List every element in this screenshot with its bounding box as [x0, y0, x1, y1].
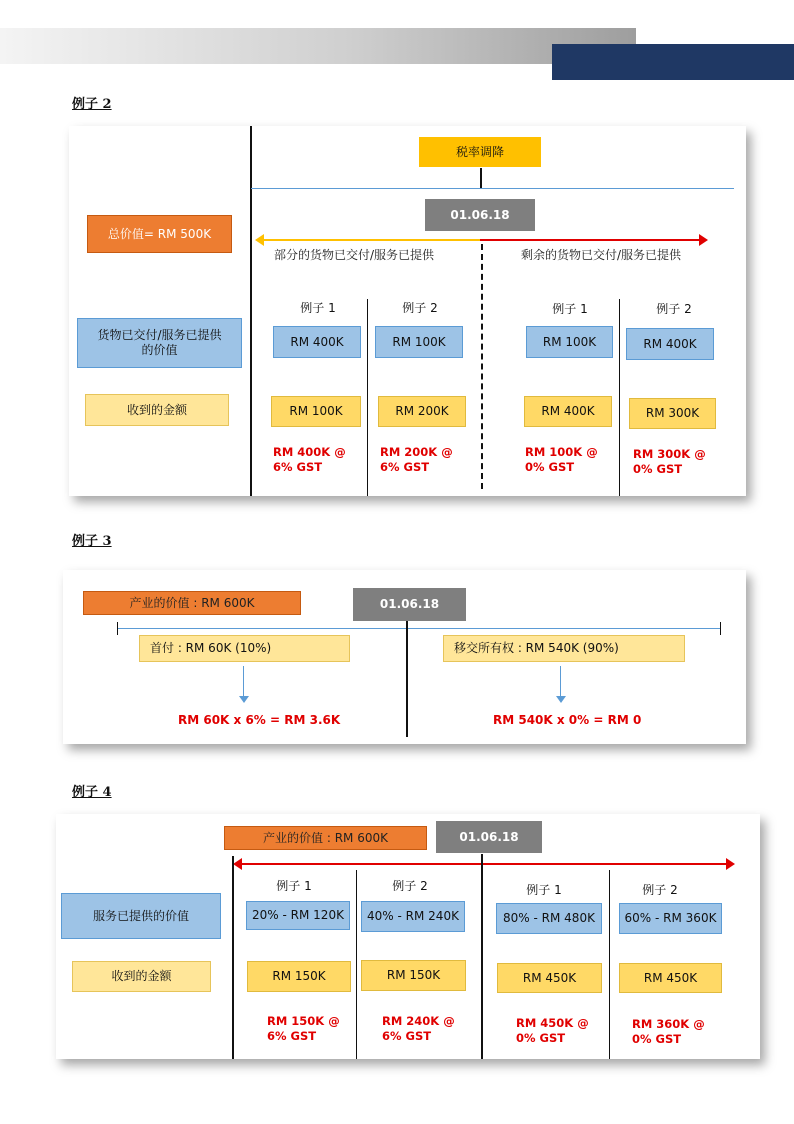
ex3-timeline — [117, 628, 721, 629]
col4-head: 例子 2 — [656, 301, 692, 316]
col2-tax: RM 200K @ 6% GST — [380, 445, 453, 474]
col1-tax: RM 400K @ 6% GST — [273, 445, 346, 474]
example2-tick — [480, 168, 482, 188]
total-value-box: 总价值= RM 500K — [87, 215, 232, 253]
ex4-col-divider-right — [609, 870, 610, 1059]
ex4-col2-tax: RM 240K @ 6% GST — [382, 1014, 455, 1043]
row-value-label: 货物已交付/服务已提供的价值 — [77, 318, 242, 368]
example4-panel — [56, 814, 760, 1059]
ex3-calc-right: RM 540K x 0% = RM 0 — [493, 713, 642, 727]
ex4-center-divider — [481, 854, 483, 1059]
remaining-label: 剩余的货物已交付/服务已提供 — [521, 248, 682, 262]
ex4-left-divider — [232, 856, 234, 1059]
example3-panel — [63, 570, 746, 744]
col-divider-left — [367, 299, 368, 496]
ex4-col4-head: 例子 2 — [642, 882, 678, 897]
right-arrow-icon — [726, 858, 735, 870]
col-divider-right — [619, 299, 620, 496]
ex4-col1-tax: RM 150K @ 6% GST — [267, 1014, 340, 1043]
ex3-calc-left: RM 60K x 6% = RM 3.6K — [178, 713, 341, 727]
header-navy-bar — [552, 44, 794, 80]
ex3-left-arrow-line — [243, 666, 244, 698]
ex4-arrow-line — [240, 863, 727, 865]
col4-tax: RM 300K @ 0% GST — [633, 447, 706, 476]
down-arrow-icon — [239, 696, 249, 703]
ex3-divider — [406, 621, 408, 737]
ex4-col3-head: 例子 1 — [526, 882, 562, 897]
ex4-col2-received: RM 150K — [361, 960, 466, 991]
tax-change-label: 税率调降 — [419, 137, 541, 167]
partial-label: 部分的货物已交付/服务已提供 — [274, 248, 435, 262]
example2-date: 01.06.18 — [425, 199, 535, 231]
ex4-col3-tax: RM 450K @ 0% GST — [516, 1016, 589, 1045]
ex4-col2-head: 例子 2 — [392, 878, 428, 893]
ex4-col1-head: 例子 1 — [276, 878, 312, 893]
ex3-right-arrow-line — [560, 666, 561, 698]
left-arrow-icon — [255, 234, 264, 246]
ex4-col2-value: 40% - RM 240K — [361, 901, 465, 932]
example2-timeline — [251, 188, 734, 189]
ex4-col4-received: RM 450K — [619, 963, 722, 993]
example3-title: 例子 3 — [72, 534, 112, 549]
col4-value: RM 400K — [626, 328, 714, 360]
ex4-row-received-label: 收到的金额 — [72, 961, 211, 992]
ex4-property-value: 产业的价值 : RM 600K — [224, 826, 427, 850]
ex3-timeline-end-tick — [720, 622, 721, 635]
ex4-col4-value: 60% - RM 360K — [619, 903, 722, 934]
col2-received: RM 200K — [378, 396, 466, 427]
example2-dashed-divider — [481, 244, 483, 489]
remaining-arrow-line — [480, 239, 700, 241]
example2-divider — [250, 126, 252, 496]
col1-received: RM 100K — [271, 396, 361, 427]
ex4-row-value-label: 服务已提供的价值 — [61, 893, 221, 939]
ex3-transfer: 移交所有权 : RM 540K (90%) — [443, 635, 685, 662]
example4-title: 例子 4 — [72, 785, 112, 800]
ex4-col3-received: RM 450K — [497, 963, 602, 993]
left-arrow-icon — [233, 858, 242, 870]
ex3-date: 01.06.18 — [353, 588, 466, 621]
col3-head: 例子 1 — [552, 301, 588, 316]
col3-received: RM 400K — [524, 396, 612, 427]
col3-value: RM 100K — [526, 326, 613, 358]
ex3-property-value: 产业的价值 : RM 600K — [83, 591, 301, 615]
ex4-col4-tax: RM 360K @ 0% GST — [632, 1017, 705, 1046]
col1-head: 例子 1 — [300, 300, 336, 315]
header-gradient-bar — [0, 28, 636, 64]
partial-arrow-line — [261, 239, 480, 241]
ex4-col1-received: RM 150K — [247, 961, 351, 992]
right-arrow-icon — [699, 234, 708, 246]
ex4-col1-value: 20% - RM 120K — [246, 901, 350, 930]
col2-head: 例子 2 — [402, 300, 438, 315]
ex4-date: 01.06.18 — [436, 821, 542, 853]
ex3-timeline-start-tick — [117, 622, 118, 635]
col3-tax: RM 100K @ 0% GST — [525, 445, 598, 474]
example2-panel — [69, 126, 746, 496]
ex4-col3-value: 80% - RM 480K — [496, 903, 602, 934]
col1-value: RM 400K — [273, 326, 361, 358]
col4-received: RM 300K — [629, 398, 716, 429]
row-received-label: 收到的金额 — [85, 394, 229, 426]
down-arrow-icon — [556, 696, 566, 703]
example2-title: 例子 2 — [72, 97, 112, 112]
ex3-down-payment: 首付 : RM 60K (10%) — [139, 635, 350, 662]
col2-value: RM 100K — [375, 326, 463, 358]
